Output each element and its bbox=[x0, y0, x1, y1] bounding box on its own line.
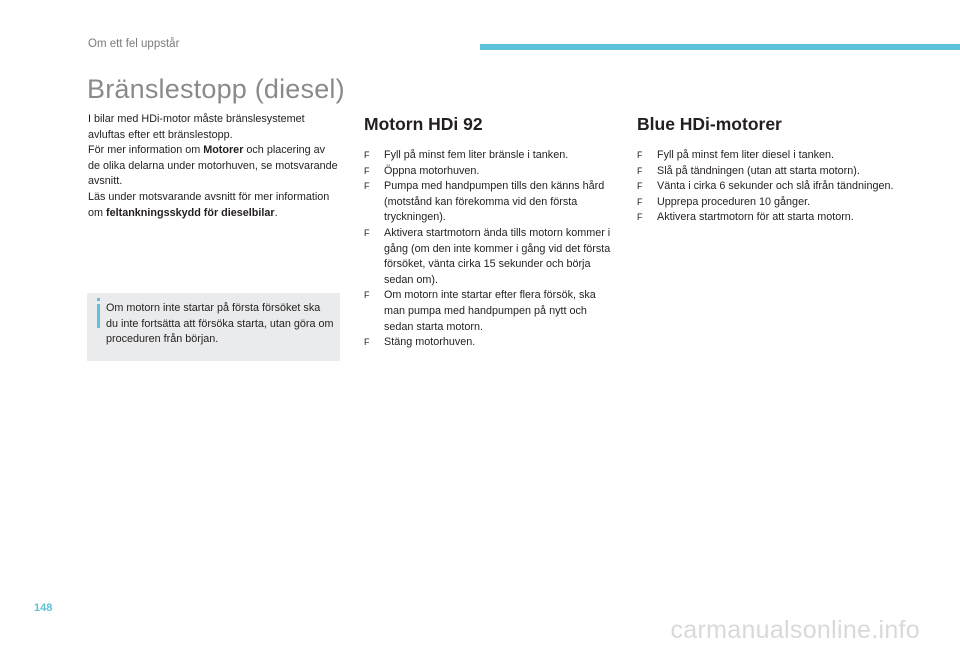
bullet-icon: F bbox=[637, 212, 643, 223]
step-item: F Aktivera startmotorn för att starta motorn. bbox=[637, 210, 897, 226]
step-item: F Slå på tändningen (utan att starta motorn). bbox=[637, 164, 897, 180]
step-item: F Om motorn inte startar efter flera försök, ska man pumpa med handpumpen på nytt och sedan starta motorn. bbox=[364, 289, 596, 333]
bullet-icon: F bbox=[364, 165, 370, 176]
blue-hdi-column bbox=[637, 113, 897, 226]
step-item: F Fyll på minst fem liter diesel i tanken. bbox=[637, 148, 897, 164]
step-item: F Fyll på minst fem liter bränsle i tanken. bbox=[364, 148, 614, 164]
bullet-icon: F bbox=[364, 150, 370, 160]
bullet-icon: F bbox=[364, 290, 370, 301]
page-number: 148 bbox=[34, 602, 53, 614]
blue-hdi-steps bbox=[637, 148, 897, 226]
info-icon-dot bbox=[97, 298, 100, 301]
hdi-92-heading: Motorn HDi 92 bbox=[364, 114, 483, 134]
step-item: F Öppna motorhuven. bbox=[364, 164, 614, 180]
hdi-92-column bbox=[364, 113, 614, 351]
page-title: Bränslestopp (diesel) bbox=[87, 74, 345, 104]
step-item: F Pumpa med handpumpen tills den känns hård (motstånd kan förekomma vid den första tryckningen). bbox=[364, 180, 605, 224]
watermark: carmanualsonline.info bbox=[670, 616, 920, 644]
bullet-icon: F bbox=[637, 150, 643, 160]
bullet-icon: F bbox=[637, 181, 643, 192]
bullet-icon: F bbox=[364, 181, 370, 192]
bullet-icon: F bbox=[637, 165, 643, 176]
intro-paragraph-2: För mer information om Motorer och placering av de olika delarna under motorhuven, se motsvarande avsnitt. bbox=[88, 144, 338, 188]
intro-column bbox=[88, 112, 338, 221]
misfuel-prevention-reference: feltankningsskydd för dieselbilar bbox=[106, 206, 275, 219]
step-item: F Aktivera startmotorn ända tills motorn kommer i gång (om den inte kommer i gång vid det första försöket, vänta cirka 15 sekunder och börja sedan om). bbox=[364, 226, 611, 286]
hdi-92-steps bbox=[364, 148, 614, 351]
step-item: F Stäng motorhuven. bbox=[364, 335, 614, 351]
header-accent-bar bbox=[480, 44, 960, 50]
bullet-icon: F bbox=[364, 337, 370, 348]
step-item: F Vänta i cirka 6 sekunder och slå ifrån tändningen. bbox=[637, 179, 897, 195]
info-note bbox=[87, 293, 340, 361]
section-label: Om ett fel uppstår bbox=[88, 38, 180, 50]
info-icon bbox=[97, 304, 100, 328]
intro-paragraph-1: I bilar med HDi-motor måste bränslesystemet avluftas efter ett bränslestopp. bbox=[88, 113, 305, 141]
step-item: F Upprepa proceduren 10 gånger. bbox=[637, 195, 897, 211]
blue-hdi-heading: Blue HDi-motorer bbox=[637, 114, 782, 134]
info-note-text: Om motorn inte startar på första försöket ska du inte fortsätta att försöka starta, utan göra om proceduren från början. bbox=[106, 302, 334, 346]
engines-reference: Motorer bbox=[203, 144, 244, 157]
bullet-icon: F bbox=[637, 196, 643, 207]
intro-paragraph-3: Läs under motsvarande avsnitt för mer information om feltankningsskydd för dieselbilar. bbox=[88, 190, 330, 219]
bullet-icon: F bbox=[364, 227, 370, 238]
